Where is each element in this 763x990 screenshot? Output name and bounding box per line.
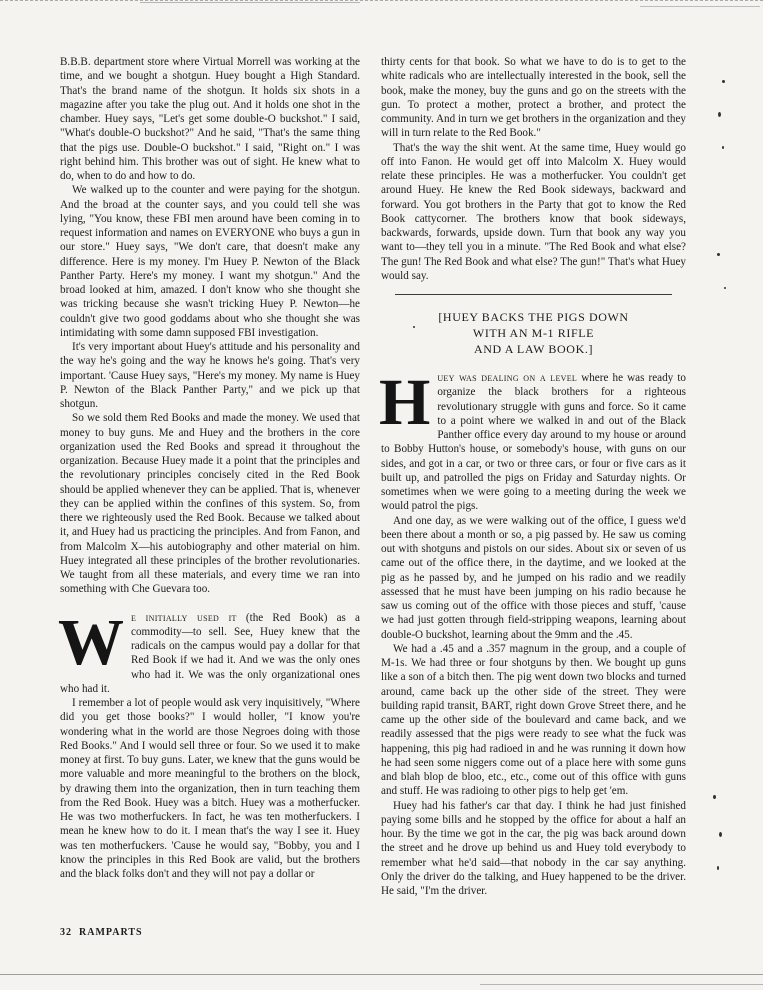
subhead-line: WITH AN M-1 RIFLE xyxy=(472,326,595,340)
paragraph-text: where he was ready to organize the black brothers for a righteous revolutionary struggle with guns and force. So it came to a point where we walked in and out of the Black Panther office every day around to my house or around to Bobby Hutton's house, or somebody's house, with guns on our sides, and got in a car, or two or three cars, or four or five cars as it built up, and patrolled the pigs on Friday and Saturday nights. Or sometimes when we were going to a meeting during the week we would patrol the pigs. xyxy=(381,372,686,513)
paragraph: So we sold them Red Books and made the money. We used that money to buy guns. Me and Huey and the brothers in the core organization used the Red Books and spread it throughout the organization. Because Huey made it a point that the principles and the revolutionary principles concisely cited in the Red Book should be applied whenever they can be applied. That is, whenever they can be applied within the confines of this system. So, from there we righteously used the Red Book. Because we talked about it, and Huey had us practicing the principles. And from Fanon, and from Malcolm X—his autobiography and other material on him. Huey integrated all these principles of the brother revolutionaries. We taught from all these materials, and every time we ran into something with Che Guevara too. xyxy=(60,412,360,596)
page-number: 32 xyxy=(60,927,72,938)
paragraph: We walked up to the counter and were paying for the shotgun. And the broad at the counter says, and you could tell she was lying, "You know, these FBI men around have been coming in to request information and names on EVERYONE who buys a gun in our store." Huey says, "We don't care, that doesn't make any difference. Here is my money. I'm Huey P. Newton of the Black Panther Party. Here's my money. I want my shotgun." And the broad looked at him, amazed. I don't know who she thought she was tricking because she wasn't tricking Huey P. Newton—he couldn't give two good goddams about who she thought she was intimidating with some damn supposed FBI investigation. xyxy=(60,184,360,339)
scan-speck xyxy=(724,287,726,289)
scan-speck xyxy=(413,326,415,328)
lead-in: e initially used it xyxy=(131,611,237,624)
scan-edge-mark xyxy=(140,2,360,3)
paragraph: Huey had his father's car that day. I think he had just finished paying some bills and he stopped by the office for about a half an hour. By the time we got in the car, the pig was back around down the street and he drove up behind us and Huey told everybody to remember what he'd said—that nobody in the car say anything. Only the driver do the talking, and Huey happened to be the driver. He said, "I'm the driver. xyxy=(381,799,686,897)
scan-edge-bottom xyxy=(0,974,763,975)
paragraph: That's the way the shit went. At the same time, Huey would go off into Fanon. He would get off into Malcolm X. Huey would relate these principles. He was a motherfucker. You couldn't get around Huey. He knew the Red Book sideways, backward and forward. You got brothers in the Party that got to know the Red Book cattycorner. The brothers know that book sideways, backwards, forwards, upside down. Turn that book any way you want to—they tell you in a minute. "The Red Book and what else? The gun! The Red Book and what else? The gun!" That's what Huey would say. xyxy=(381,141,686,282)
drop-cap-letter: H xyxy=(379,366,431,439)
subhead-line: [HUEY BACKS THE PIGS DOWN xyxy=(438,310,629,324)
scan-edge-top xyxy=(0,0,763,5)
dropcap-paragraph xyxy=(379,366,686,514)
paragraph: It's very important about Huey's attitude and his personality and the way he's going and the way he knows he's going. That's very important. 'Cause Huey says, "Here's my money. My name is Huey P. Newton of the Black Panther Party," and we pick up that shotgun. xyxy=(60,341,360,410)
scan-speck xyxy=(713,795,716,799)
section-subhead xyxy=(381,309,686,357)
paragraph-text: (the Red Book) as a commodity—to sell. See, Huey knew that the radicals on the campus would pay a dollar for that Red Book if we had it. And we was the only ones who had it. We was the only organizational ones who had it. xyxy=(60,611,360,695)
subhead-line: AND A LAW BOOK.] xyxy=(473,342,594,356)
scan-speck xyxy=(717,866,719,870)
paragraph: And one day, as we were walking out of the office, I guess we'd been there about a month or so, a pig passed by. He saw us coming out with shotguns and pistols on our sides. About six or seven of us came out of the office there, in the daytime, and we looked at the pig as he passed by, and he jumped on his radio and we readily assessed that he must have been jumping on his radio because he saw us coming out of the office with those pieces and stuff, 'cause we had just gotten through field-stripping weapons, learning about double-O buckshot, learning about the 9mm and the .45. xyxy=(381,514,686,641)
scan-speck xyxy=(722,80,725,83)
lead-in: uey was dealing on a level xyxy=(437,372,578,384)
paragraph: I remember a lot of people would ask very inquisitively, "Where did you get those books?" I would holler, "I know you're wondering what in the world are those Negroes doing with those Red Books." And I would sell three or four. So we used it to make money at first. To buy guns. Later, we knew that the guns would be more valuable and more meaningful to the brothers on the block, by drawing them into the organization, then in turn teaching them from the Red Book. Huey was a bitch. Huey was a motherfucker. He was two motherfuckers. In fact, he was ten motherfuckers. I mean he knew how to do it. I mean that's the way I see it. Huey was ten motherfuckers. 'Cause he would say, "Bobby, you and I know the principles in this Red Book are valid, but the brothers and the black folks don't and they will not pay a dollar or xyxy=(60,697,360,880)
dropcap-paragraph xyxy=(58,605,360,697)
scan-speck xyxy=(718,112,721,117)
section-divider xyxy=(395,294,672,295)
paragraph: We had a .45 and a .357 magnum in the group, and a couple of M-1s. We had three or four shotguns by then. We bought up guns like a son of a bitch then. The pig went down two blocks and turned around, came back up the other side of the street. They were building rapid transit, BART, right down Grove Street there, and he came up the other side of the boulevard and came back, and we readily assessed that the pigs were ready to see what the fuck was happening, this pig had radioed in and he was running it down how he had seen some niggers come out of a place here with some guns and blah blop de bloo, etc., etc., come out of this office with guns and stuff. He was radioing to other pigs to help get 'em. xyxy=(381,642,686,798)
magazine-name: RAMPARTS xyxy=(79,927,143,938)
scan-edge-mark xyxy=(640,6,760,7)
page-footer xyxy=(60,927,143,938)
scan-speck xyxy=(719,832,722,837)
drop-cap-letter: W xyxy=(58,605,124,679)
scan-speck xyxy=(717,253,720,256)
right-column xyxy=(381,55,686,898)
paragraph: thirty cents for that book. So what we have to do is to get to the white radicals who are intellectually interested in the book, sell the book, make the money, buy the guns and go on the streets with the gun. To protect a mother, protect a brother, and protect the community. And in turn we get brothers in the organization and they will in turn relate to the Red Book." xyxy=(381,56,686,140)
scan-speck xyxy=(722,146,724,149)
left-column xyxy=(60,55,360,881)
scan-edge-mark xyxy=(480,984,763,985)
paragraph: B.B.B. department store where Virtual Morrell was working at the time, and we bought a shotgun. Huey bought a High Standard. That's the brand name of the shotgun. It holds six shots in a magazine after you take the plug out. And it holds one shot in the chamber. Huey says, "Let's get some double-O buckshot." I said, "What's double-O buckshot?" And he said, "That's the same thing that the pigs use. Double-O buckshot." I said, "Right on." I was right behind him. This brother was out of sight. He knew what to do, when to do and how to do. xyxy=(60,56,360,182)
